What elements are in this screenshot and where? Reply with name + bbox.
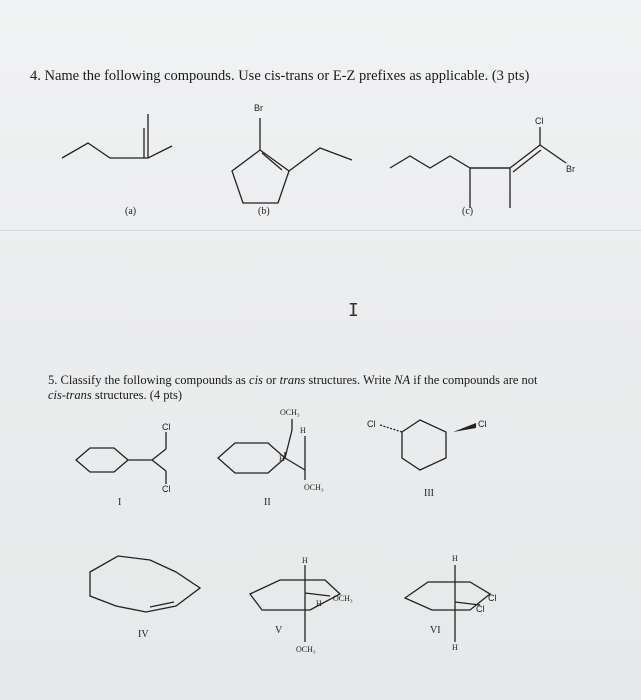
label-V: V <box>275 625 283 636</box>
compound-III-wedge <box>453 423 476 432</box>
q5-text-part: if the compounds are not <box>410 373 538 387</box>
atom-cl: Cl <box>367 419 376 429</box>
atom-h: H <box>300 426 306 435</box>
q5-text-part: 5. Classify the following compounds as <box>48 373 250 387</box>
atom-h: H <box>279 454 285 463</box>
label-IV: IV <box>138 629 149 640</box>
label-c: (c) <box>462 206 474 217</box>
atom-cl: Cl <box>488 593 497 603</box>
q5-trans: trans <box>279 373 306 387</box>
atom-cl: Cl <box>162 484 171 494</box>
label-VI: VI <box>430 625 441 636</box>
atom-och3: OCH₃ <box>304 483 324 492</box>
q5-cis-trans: cis-trans <box>48 388 92 402</box>
compound-I-ring <box>76 448 128 472</box>
atom-br: Br <box>566 164 575 174</box>
q5-cis: cis <box>249 373 263 387</box>
compound-b-chain <box>289 148 352 171</box>
label-III: III <box>424 488 434 499</box>
label-II: II <box>264 497 271 508</box>
atom-br: Br <box>254 103 263 113</box>
question-4-text: 4. Name the following compounds. Use cis-trans or E-Z prefixes as applicable. (3 pts) <box>30 68 530 84</box>
atom-och3: OCH₃ <box>296 645 316 654</box>
q5-na: NA <box>394 373 411 387</box>
atom-cl: Cl <box>476 604 485 614</box>
compound-II-ring <box>218 443 285 473</box>
label-I: I <box>118 497 122 508</box>
atom-och3: OCH₃ <box>280 408 300 417</box>
atom-h: H <box>452 554 458 563</box>
atom-cl: Cl <box>162 422 171 432</box>
q5-text-part: structures. Write <box>305 373 395 387</box>
compound-a-chain <box>62 143 172 158</box>
text-cursor-icon: I <box>348 300 359 321</box>
compound-b-ring <box>232 150 289 203</box>
atom-och3: OCH₃ <box>333 594 353 603</box>
compound-IV-ring <box>90 556 200 612</box>
compound-c-chain <box>390 156 510 168</box>
atom-h: H <box>316 599 322 608</box>
q5-text-part: or <box>262 373 280 387</box>
compound-III-ring <box>402 420 446 470</box>
atom-cl: Cl <box>478 419 487 429</box>
atom-h: H <box>302 556 308 565</box>
label-a: (a) <box>125 206 137 217</box>
label-b: (b) <box>258 206 270 217</box>
q5-text-part: structures. (4 pts) <box>91 388 183 402</box>
atom-h: H <box>452 643 458 652</box>
atom-cl: Cl <box>535 116 544 126</box>
